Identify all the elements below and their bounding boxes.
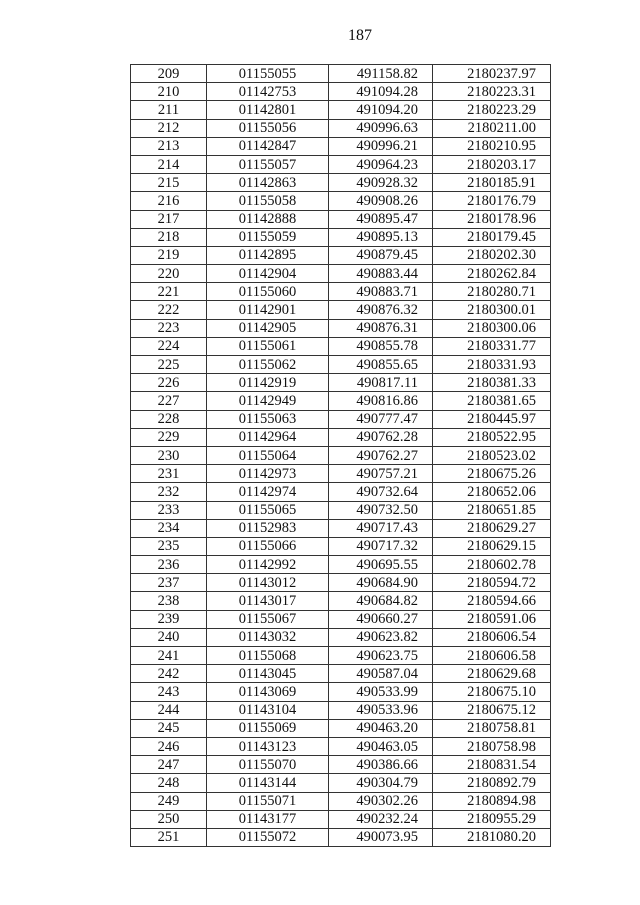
table-row xyxy=(131,537,551,555)
y-coordinate-cell: 2180629.68 xyxy=(433,665,551,683)
table-row xyxy=(131,628,551,646)
x-coordinate-cell: 490732.50 xyxy=(329,501,433,519)
code-cell: 01143032 xyxy=(207,628,329,646)
page-number: 187 xyxy=(348,27,372,44)
table-row xyxy=(131,810,551,828)
point-number-cell: 247 xyxy=(131,756,207,774)
code-cell: 01155071 xyxy=(207,792,329,810)
x-coordinate-cell: 490996.21 xyxy=(329,137,433,155)
point-number-cell: 239 xyxy=(131,610,207,628)
x-coordinate-cell: 490964.23 xyxy=(329,155,433,173)
code-cell: 01143017 xyxy=(207,592,329,610)
point-number-cell: 215 xyxy=(131,174,207,192)
y-coordinate-cell: 2180178.96 xyxy=(433,210,551,228)
code-cell: 01142847 xyxy=(207,137,329,155)
point-number-cell: 236 xyxy=(131,556,207,574)
table-row xyxy=(131,301,551,319)
table-row xyxy=(131,192,551,210)
table-row xyxy=(131,356,551,374)
point-number-cell: 221 xyxy=(131,283,207,301)
table-row xyxy=(131,592,551,610)
y-coordinate-cell: 2180223.31 xyxy=(433,83,551,101)
y-coordinate-cell: 2180758.98 xyxy=(433,737,551,755)
table-row xyxy=(131,119,551,137)
code-cell: 01155060 xyxy=(207,283,329,301)
code-cell: 01155058 xyxy=(207,192,329,210)
table-row xyxy=(131,683,551,701)
point-number-cell: 251 xyxy=(131,828,207,846)
point-number-cell: 231 xyxy=(131,465,207,483)
x-coordinate-cell: 490883.71 xyxy=(329,283,433,301)
x-coordinate-cell: 490302.26 xyxy=(329,792,433,810)
y-coordinate-cell: 2180185.91 xyxy=(433,174,551,192)
y-coordinate-cell: 2180675.10 xyxy=(433,683,551,701)
y-coordinate-cell: 2180894.98 xyxy=(433,792,551,810)
point-number-cell: 216 xyxy=(131,192,207,210)
x-coordinate-cell: 490895.13 xyxy=(329,228,433,246)
point-number-cell: 223 xyxy=(131,319,207,337)
point-number-cell: 222 xyxy=(131,301,207,319)
x-coordinate-cell: 490695.55 xyxy=(329,556,433,574)
code-cell: 01142973 xyxy=(207,465,329,483)
code-cell: 01142919 xyxy=(207,374,329,392)
point-number-cell: 234 xyxy=(131,519,207,537)
y-coordinate-cell: 2180594.66 xyxy=(433,592,551,610)
y-coordinate-cell: 2180381.33 xyxy=(433,374,551,392)
point-number-cell: 212 xyxy=(131,119,207,137)
x-coordinate-cell: 490876.31 xyxy=(329,319,433,337)
x-coordinate-cell: 490817.11 xyxy=(329,374,433,392)
point-number-cell: 245 xyxy=(131,719,207,737)
x-coordinate-cell: 490623.82 xyxy=(329,628,433,646)
y-coordinate-cell: 2180606.58 xyxy=(433,647,551,665)
table-row xyxy=(131,737,551,755)
table-row xyxy=(131,283,551,301)
x-coordinate-cell: 490684.90 xyxy=(329,574,433,592)
y-coordinate-cell: 2180602.78 xyxy=(433,556,551,574)
table-row xyxy=(131,483,551,501)
code-cell: 01155068 xyxy=(207,647,329,665)
point-number-cell: 235 xyxy=(131,537,207,555)
point-number-cell: 228 xyxy=(131,410,207,428)
table-row xyxy=(131,374,551,392)
table-row xyxy=(131,137,551,155)
code-cell: 01155069 xyxy=(207,719,329,737)
y-coordinate-cell: 2180758.81 xyxy=(433,719,551,737)
x-coordinate-cell: 490304.79 xyxy=(329,774,433,792)
x-coordinate-cell: 490386.66 xyxy=(329,756,433,774)
y-coordinate-cell: 2180606.54 xyxy=(433,628,551,646)
y-coordinate-cell: 2180651.85 xyxy=(433,501,551,519)
point-number-cell: 233 xyxy=(131,501,207,519)
y-coordinate-cell: 2180176.79 xyxy=(433,192,551,210)
y-coordinate-cell: 2180262.84 xyxy=(433,265,551,283)
y-coordinate-cell: 2180202.30 xyxy=(433,246,551,264)
table-row xyxy=(131,556,551,574)
y-coordinate-cell: 2180594.72 xyxy=(433,574,551,592)
code-cell: 01155059 xyxy=(207,228,329,246)
x-coordinate-cell: 490717.32 xyxy=(329,537,433,555)
code-cell: 01142753 xyxy=(207,83,329,101)
table-row xyxy=(131,265,551,283)
x-coordinate-cell: 490623.75 xyxy=(329,647,433,665)
point-number-cell: 227 xyxy=(131,392,207,410)
table-row xyxy=(131,174,551,192)
point-number-cell: 237 xyxy=(131,574,207,592)
code-cell: 01143012 xyxy=(207,574,329,592)
x-coordinate-cell: 490879.45 xyxy=(329,246,433,264)
code-cell: 01152983 xyxy=(207,519,329,537)
point-number-cell: 211 xyxy=(131,101,207,119)
y-coordinate-cell: 2180955.29 xyxy=(433,810,551,828)
y-coordinate-cell: 2180237.97 xyxy=(433,65,551,83)
x-coordinate-cell: 490895.47 xyxy=(329,210,433,228)
point-number-cell: 214 xyxy=(131,155,207,173)
x-coordinate-cell: 490777.47 xyxy=(329,410,433,428)
code-cell: 01142949 xyxy=(207,392,329,410)
x-coordinate-cell: 490928.32 xyxy=(329,174,433,192)
code-cell: 01142888 xyxy=(207,210,329,228)
code-cell: 01142992 xyxy=(207,556,329,574)
point-number-cell: 225 xyxy=(131,356,207,374)
point-number-cell: 241 xyxy=(131,647,207,665)
code-cell: 01155057 xyxy=(207,155,329,173)
table-row xyxy=(131,210,551,228)
table-row xyxy=(131,665,551,683)
table-row xyxy=(131,701,551,719)
x-coordinate-cell: 490762.27 xyxy=(329,446,433,464)
table-row xyxy=(131,501,551,519)
table-row xyxy=(131,719,551,737)
table-row xyxy=(131,519,551,537)
code-cell: 01142895 xyxy=(207,246,329,264)
x-coordinate-cell: 490855.65 xyxy=(329,356,433,374)
x-coordinate-cell: 490587.04 xyxy=(329,665,433,683)
y-coordinate-cell: 2180445.97 xyxy=(433,410,551,428)
y-coordinate-cell: 2180652.06 xyxy=(433,483,551,501)
point-number-cell: 224 xyxy=(131,337,207,355)
table-row xyxy=(131,392,551,410)
code-cell: 01143144 xyxy=(207,774,329,792)
table-row xyxy=(131,319,551,337)
x-coordinate-cell: 490232.24 xyxy=(329,810,433,828)
table-row xyxy=(131,155,551,173)
code-cell: 01155055 xyxy=(207,65,329,83)
y-coordinate-cell: 2180300.06 xyxy=(433,319,551,337)
table-row xyxy=(131,465,551,483)
table-row xyxy=(131,792,551,810)
y-coordinate-cell: 2180210.95 xyxy=(433,137,551,155)
point-number-cell: 210 xyxy=(131,83,207,101)
x-coordinate-cell: 491094.28 xyxy=(329,83,433,101)
table-row xyxy=(131,647,551,665)
y-coordinate-cell: 2180675.26 xyxy=(433,465,551,483)
table-row xyxy=(131,828,551,846)
x-coordinate-cell: 490684.82 xyxy=(329,592,433,610)
y-coordinate-cell: 2180629.27 xyxy=(433,519,551,537)
code-cell: 01142974 xyxy=(207,483,329,501)
point-number-cell: 248 xyxy=(131,774,207,792)
point-number-cell: 232 xyxy=(131,483,207,501)
x-coordinate-cell: 490762.28 xyxy=(329,428,433,446)
point-number-cell: 249 xyxy=(131,792,207,810)
y-coordinate-cell: 2180831.54 xyxy=(433,756,551,774)
code-cell: 01155056 xyxy=(207,119,329,137)
x-coordinate-cell: 491158.82 xyxy=(329,65,433,83)
y-coordinate-cell: 2180591.06 xyxy=(433,610,551,628)
table-row xyxy=(131,83,551,101)
x-coordinate-cell: 490533.99 xyxy=(329,683,433,701)
code-cell: 01142901 xyxy=(207,301,329,319)
y-coordinate-cell: 2180179.45 xyxy=(433,228,551,246)
coordinates-table xyxy=(130,64,551,847)
point-number-cell: 219 xyxy=(131,246,207,264)
table-row xyxy=(131,756,551,774)
table-row xyxy=(131,101,551,119)
x-coordinate-cell: 491094.20 xyxy=(329,101,433,119)
y-coordinate-cell: 2181080.20 xyxy=(433,828,551,846)
point-number-cell: 240 xyxy=(131,628,207,646)
table-row xyxy=(131,610,551,628)
y-coordinate-cell: 2180381.65 xyxy=(433,392,551,410)
x-coordinate-cell: 490908.26 xyxy=(329,192,433,210)
x-coordinate-cell: 490463.05 xyxy=(329,737,433,755)
y-coordinate-cell: 2180331.77 xyxy=(433,337,551,355)
x-coordinate-cell: 490996.63 xyxy=(329,119,433,137)
table-row xyxy=(131,337,551,355)
point-number-cell: 246 xyxy=(131,737,207,755)
code-cell: 01155067 xyxy=(207,610,329,628)
x-coordinate-cell: 490855.78 xyxy=(329,337,433,355)
x-coordinate-cell: 490732.64 xyxy=(329,483,433,501)
code-cell: 01143123 xyxy=(207,737,329,755)
y-coordinate-cell: 2180331.93 xyxy=(433,356,551,374)
y-coordinate-cell: 2180223.29 xyxy=(433,101,551,119)
x-coordinate-cell: 490816.86 xyxy=(329,392,433,410)
point-number-cell: 230 xyxy=(131,446,207,464)
y-coordinate-cell: 2180629.15 xyxy=(433,537,551,555)
code-cell: 01155063 xyxy=(207,410,329,428)
x-coordinate-cell: 490717.43 xyxy=(329,519,433,537)
y-coordinate-cell: 2180280.71 xyxy=(433,283,551,301)
code-cell: 01155072 xyxy=(207,828,329,846)
y-coordinate-cell: 2180522.95 xyxy=(433,428,551,446)
point-number-cell: 226 xyxy=(131,374,207,392)
point-number-cell: 238 xyxy=(131,592,207,610)
y-coordinate-cell: 2180300.01 xyxy=(433,301,551,319)
code-cell: 01155062 xyxy=(207,356,329,374)
table-row xyxy=(131,65,551,83)
code-cell: 01142904 xyxy=(207,265,329,283)
table-row xyxy=(131,574,551,592)
code-cell: 01143045 xyxy=(207,665,329,683)
table-row xyxy=(131,774,551,792)
x-coordinate-cell: 490876.32 xyxy=(329,301,433,319)
code-cell: 01155066 xyxy=(207,537,329,555)
code-cell: 01142801 xyxy=(207,101,329,119)
table-row xyxy=(131,228,551,246)
point-number-cell: 213 xyxy=(131,137,207,155)
code-cell: 01155061 xyxy=(207,337,329,355)
table-body xyxy=(131,65,551,847)
code-cell: 01142905 xyxy=(207,319,329,337)
code-cell: 01143069 xyxy=(207,683,329,701)
table-row xyxy=(131,428,551,446)
code-cell: 01143104 xyxy=(207,701,329,719)
code-cell: 01143177 xyxy=(207,810,329,828)
point-number-cell: 209 xyxy=(131,65,207,83)
point-number-cell: 250 xyxy=(131,810,207,828)
x-coordinate-cell: 490660.27 xyxy=(329,610,433,628)
point-number-cell: 244 xyxy=(131,701,207,719)
x-coordinate-cell: 490463.20 xyxy=(329,719,433,737)
x-coordinate-cell: 490073.95 xyxy=(329,828,433,846)
code-cell: 01155064 xyxy=(207,446,329,464)
x-coordinate-cell: 490757.21 xyxy=(329,465,433,483)
code-cell: 01155070 xyxy=(207,756,329,774)
y-coordinate-cell: 2180523.02 xyxy=(433,446,551,464)
table-row xyxy=(131,246,551,264)
code-cell: 01155065 xyxy=(207,501,329,519)
point-number-cell: 229 xyxy=(131,428,207,446)
point-number-cell: 220 xyxy=(131,265,207,283)
code-cell: 01142964 xyxy=(207,428,329,446)
table-row xyxy=(131,410,551,428)
code-cell: 01142863 xyxy=(207,174,329,192)
point-number-cell: 243 xyxy=(131,683,207,701)
point-number-cell: 242 xyxy=(131,665,207,683)
point-number-cell: 218 xyxy=(131,228,207,246)
point-number-cell: 217 xyxy=(131,210,207,228)
y-coordinate-cell: 2180211.00 xyxy=(433,119,551,137)
y-coordinate-cell: 2180892.79 xyxy=(433,774,551,792)
y-coordinate-cell: 2180203.17 xyxy=(433,155,551,173)
x-coordinate-cell: 490533.96 xyxy=(329,701,433,719)
y-coordinate-cell: 2180675.12 xyxy=(433,701,551,719)
x-coordinate-cell: 490883.44 xyxy=(329,265,433,283)
table-row xyxy=(131,446,551,464)
